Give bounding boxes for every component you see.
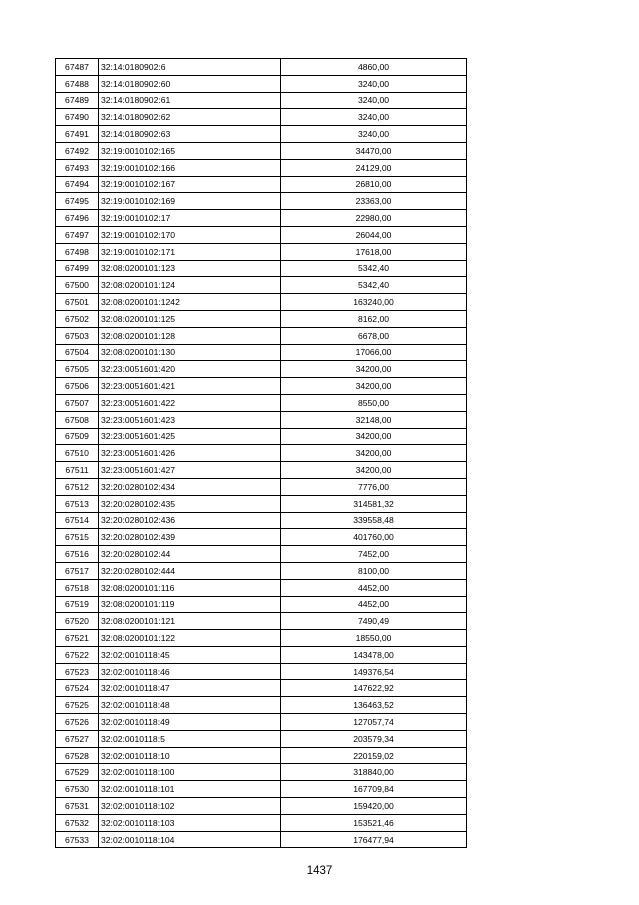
cadastral-number-cell: 32:19:0010102:170 xyxy=(99,226,281,243)
value-cell: 24129,00 xyxy=(281,159,467,176)
row-number-cell: 67520 xyxy=(56,613,99,630)
cadastral-number-cell: 32:02:0010118:48 xyxy=(99,697,281,714)
table-row xyxy=(56,294,467,311)
cadastral-number-cell: 32:08:0200101:123 xyxy=(99,260,281,277)
table-row xyxy=(56,193,467,210)
table-row xyxy=(56,764,467,781)
cadastral-number-cell: 32:19:0010102:166 xyxy=(99,159,281,176)
row-number-cell: 67503 xyxy=(56,327,99,344)
cadastral-number-cell: 32:02:0010118:103 xyxy=(99,814,281,831)
value-cell: 220159,02 xyxy=(281,747,467,764)
table-row xyxy=(56,495,467,512)
row-number-cell: 67518 xyxy=(56,579,99,596)
table-row xyxy=(56,126,467,143)
cadastral-number-cell: 32:02:0010118:45 xyxy=(99,646,281,663)
cadastral-number-cell: 32:20:0280102:439 xyxy=(99,529,281,546)
table-row xyxy=(56,428,467,445)
table-row xyxy=(56,277,467,294)
row-number-cell: 67489 xyxy=(56,92,99,109)
value-cell: 5342,40 xyxy=(281,260,467,277)
cadastral-number-cell: 32:02:0010118:10 xyxy=(99,747,281,764)
cadastral-number-cell: 32:14:0180902:60 xyxy=(99,75,281,92)
cadastral-number-cell: 32:02:0010118:49 xyxy=(99,714,281,731)
value-cell: 159420,00 xyxy=(281,798,467,815)
cadastral-number-cell: 32:08:0200101:121 xyxy=(99,613,281,630)
cadastral-number-cell: 32:23:0051601:426 xyxy=(99,445,281,462)
cadastral-number-cell: 32:23:0051601:421 xyxy=(99,378,281,395)
cadastral-number-cell: 32:08:0200101:119 xyxy=(99,596,281,613)
table-row xyxy=(56,546,467,563)
row-number-cell: 67532 xyxy=(56,814,99,831)
cadastral-number-cell: 32:08:0200101:125 xyxy=(99,310,281,327)
cadastral-number-cell: 32:02:0010118:100 xyxy=(99,764,281,781)
row-number-cell: 67524 xyxy=(56,680,99,697)
row-number-cell: 67533 xyxy=(56,831,99,848)
row-number-cell: 67496 xyxy=(56,210,99,227)
cadastral-number-cell: 32:20:0280102:44 xyxy=(99,546,281,563)
cadastral-number-cell: 32:19:0010102:167 xyxy=(99,176,281,193)
value-cell: 127057,74 xyxy=(281,714,467,731)
table-row xyxy=(56,663,467,680)
value-cell: 176477,94 xyxy=(281,831,467,848)
cadastral-number-cell: 32:23:0051601:425 xyxy=(99,428,281,445)
cadastral-number-cell: 32:20:0280102:436 xyxy=(99,512,281,529)
row-number-cell: 67492 xyxy=(56,142,99,159)
row-number-cell: 67487 xyxy=(56,59,99,76)
row-number-cell: 67526 xyxy=(56,714,99,731)
cadastral-number-cell: 32:23:0051601:422 xyxy=(99,394,281,411)
table-row xyxy=(56,59,467,76)
value-cell: 7490,49 xyxy=(281,613,467,630)
row-number-cell: 67531 xyxy=(56,798,99,815)
row-number-cell: 67499 xyxy=(56,260,99,277)
value-cell: 22980,00 xyxy=(281,210,467,227)
cadastral-number-cell: 32:08:0200101:128 xyxy=(99,327,281,344)
row-number-cell: 67502 xyxy=(56,310,99,327)
row-number-cell: 67488 xyxy=(56,75,99,92)
table-row xyxy=(56,445,467,462)
value-cell: 8100,00 xyxy=(281,562,467,579)
row-number-cell: 67515 xyxy=(56,529,99,546)
cadastral-number-cell: 32:02:0010118:47 xyxy=(99,680,281,697)
value-cell: 147622,92 xyxy=(281,680,467,697)
table-row xyxy=(56,747,467,764)
row-number-cell: 67504 xyxy=(56,344,99,361)
cadastral-number-cell: 32:08:0200101:124 xyxy=(99,277,281,294)
value-cell: 18550,00 xyxy=(281,630,467,647)
value-cell: 3240,00 xyxy=(281,109,467,126)
table-row xyxy=(56,781,467,798)
table-row xyxy=(56,142,467,159)
cadastral-number-cell: 32:20:0280102:444 xyxy=(99,562,281,579)
row-number-cell: 67510 xyxy=(56,445,99,462)
row-number-cell: 67529 xyxy=(56,764,99,781)
row-number-cell: 67494 xyxy=(56,176,99,193)
table-row xyxy=(56,260,467,277)
row-number-cell: 67497 xyxy=(56,226,99,243)
value-cell: 34200,00 xyxy=(281,445,467,462)
cadastral-number-cell: 32:20:0280102:435 xyxy=(99,495,281,512)
row-number-cell: 67516 xyxy=(56,546,99,563)
value-cell: 318840,00 xyxy=(281,764,467,781)
cadastral-number-cell: 32:23:0051601:427 xyxy=(99,462,281,479)
table-row xyxy=(56,361,467,378)
table-row xyxy=(56,630,467,647)
value-cell: 136463,52 xyxy=(281,697,467,714)
value-cell: 17066,00 xyxy=(281,344,467,361)
value-cell: 17618,00 xyxy=(281,243,467,260)
row-number-cell: 67501 xyxy=(56,294,99,311)
value-cell: 314581,32 xyxy=(281,495,467,512)
value-cell: 4452,00 xyxy=(281,579,467,596)
table-body xyxy=(56,59,467,848)
row-number-cell: 67523 xyxy=(56,663,99,680)
row-number-cell: 67530 xyxy=(56,781,99,798)
table-row xyxy=(56,394,467,411)
data-table xyxy=(55,58,467,848)
table-row xyxy=(56,730,467,747)
value-cell: 6678,00 xyxy=(281,327,467,344)
table-row xyxy=(56,109,467,126)
value-cell: 3240,00 xyxy=(281,92,467,109)
cadastral-number-cell: 32:02:0010118:104 xyxy=(99,831,281,848)
value-cell: 8550,00 xyxy=(281,394,467,411)
cadastral-number-cell: 32:19:0010102:165 xyxy=(99,142,281,159)
table-row xyxy=(56,210,467,227)
table-row xyxy=(56,378,467,395)
cadastral-number-cell: 32:14:0180902:61 xyxy=(99,92,281,109)
row-number-cell: 67507 xyxy=(56,394,99,411)
row-number-cell: 67511 xyxy=(56,462,99,479)
cadastral-number-cell: 32:02:0010118:5 xyxy=(99,730,281,747)
value-cell: 4452,00 xyxy=(281,596,467,613)
table-row xyxy=(56,411,467,428)
table-row xyxy=(56,680,467,697)
row-number-cell: 67512 xyxy=(56,478,99,495)
value-cell: 34200,00 xyxy=(281,428,467,445)
row-number-cell: 67495 xyxy=(56,193,99,210)
table-row xyxy=(56,310,467,327)
cadastral-number-cell: 32:02:0010118:46 xyxy=(99,663,281,680)
table-row xyxy=(56,478,467,495)
value-cell: 149376,54 xyxy=(281,663,467,680)
cadastral-number-cell: 32:02:0010118:102 xyxy=(99,798,281,815)
value-cell: 4860,00 xyxy=(281,59,467,76)
value-cell: 23363,00 xyxy=(281,193,467,210)
cadastral-number-cell: 32:19:0010102:169 xyxy=(99,193,281,210)
table-row xyxy=(56,462,467,479)
value-cell: 163240,00 xyxy=(281,294,467,311)
row-number-cell: 67521 xyxy=(56,630,99,647)
table-row xyxy=(56,579,467,596)
cadastral-number-cell: 32:14:0180902:6 xyxy=(99,59,281,76)
cadastral-number-cell: 32:23:0051601:420 xyxy=(99,361,281,378)
row-number-cell: 67525 xyxy=(56,697,99,714)
cadastral-number-cell: 32:14:0180902:63 xyxy=(99,126,281,143)
value-cell: 167709,84 xyxy=(281,781,467,798)
value-cell: 7452,00 xyxy=(281,546,467,563)
value-cell: 8162,00 xyxy=(281,310,467,327)
cadastral-number-cell: 32:19:0010102:171 xyxy=(99,243,281,260)
cadastral-number-cell: 32:08:0200101:122 xyxy=(99,630,281,647)
table-row xyxy=(56,75,467,92)
value-cell: 3240,00 xyxy=(281,75,467,92)
table-row xyxy=(56,697,467,714)
table-row xyxy=(56,512,467,529)
page-number: 1437 xyxy=(306,865,333,877)
row-number-cell: 67493 xyxy=(56,159,99,176)
value-cell: 7776,00 xyxy=(281,478,467,495)
table-row xyxy=(56,814,467,831)
value-cell: 153521,46 xyxy=(281,814,467,831)
value-cell: 34200,00 xyxy=(281,361,467,378)
value-cell: 34470,00 xyxy=(281,142,467,159)
row-number-cell: 67505 xyxy=(56,361,99,378)
table-row xyxy=(56,613,467,630)
cadastral-number-cell: 32:08:0200101:1242 xyxy=(99,294,281,311)
row-number-cell: 67513 xyxy=(56,495,99,512)
table-row xyxy=(56,344,467,361)
row-number-cell: 67509 xyxy=(56,428,99,445)
table-row xyxy=(56,226,467,243)
value-cell: 401760,00 xyxy=(281,529,467,546)
row-number-cell: 67491 xyxy=(56,126,99,143)
cadastral-number-cell: 32:08:0200101:116 xyxy=(99,579,281,596)
value-cell: 26810,00 xyxy=(281,176,467,193)
row-number-cell: 67528 xyxy=(56,747,99,764)
table-row xyxy=(56,529,467,546)
table-row xyxy=(56,176,467,193)
cadastral-number-cell: 32:23:0051601:423 xyxy=(99,411,281,428)
value-cell: 32148,00 xyxy=(281,411,467,428)
row-number-cell: 67514 xyxy=(56,512,99,529)
table-row xyxy=(56,562,467,579)
table-row xyxy=(56,798,467,815)
table-row xyxy=(56,243,467,260)
row-number-cell: 67490 xyxy=(56,109,99,126)
row-number-cell: 67519 xyxy=(56,596,99,613)
table-row xyxy=(56,714,467,731)
cadastral-number-cell: 32:19:0010102:17 xyxy=(99,210,281,227)
value-cell: 3240,00 xyxy=(281,126,467,143)
value-cell: 5342,40 xyxy=(281,277,467,294)
row-number-cell: 67498 xyxy=(56,243,99,260)
row-number-cell: 67500 xyxy=(56,277,99,294)
table-row xyxy=(56,596,467,613)
row-number-cell: 67527 xyxy=(56,730,99,747)
value-cell: 339558,48 xyxy=(281,512,467,529)
value-cell: 34200,00 xyxy=(281,378,467,395)
value-cell: 26044,00 xyxy=(281,226,467,243)
row-number-cell: 67522 xyxy=(56,646,99,663)
row-number-cell: 67517 xyxy=(56,562,99,579)
table-row xyxy=(56,327,467,344)
value-cell: 143478,00 xyxy=(281,646,467,663)
cadastral-number-cell: 32:08:0200101:130 xyxy=(99,344,281,361)
table-row xyxy=(56,92,467,109)
value-cell: 34200,00 xyxy=(281,462,467,479)
cadastral-number-cell: 32:20:0280102:434 xyxy=(99,478,281,495)
row-number-cell: 67506 xyxy=(56,378,99,395)
table-row xyxy=(56,831,467,848)
cadastral-number-cell: 32:02:0010118:101 xyxy=(99,781,281,798)
table-row xyxy=(56,646,467,663)
value-cell: 203579,34 xyxy=(281,730,467,747)
cadastral-number-cell: 32:14:0180902:62 xyxy=(99,109,281,126)
row-number-cell: 67508 xyxy=(56,411,99,428)
table-row xyxy=(56,159,467,176)
